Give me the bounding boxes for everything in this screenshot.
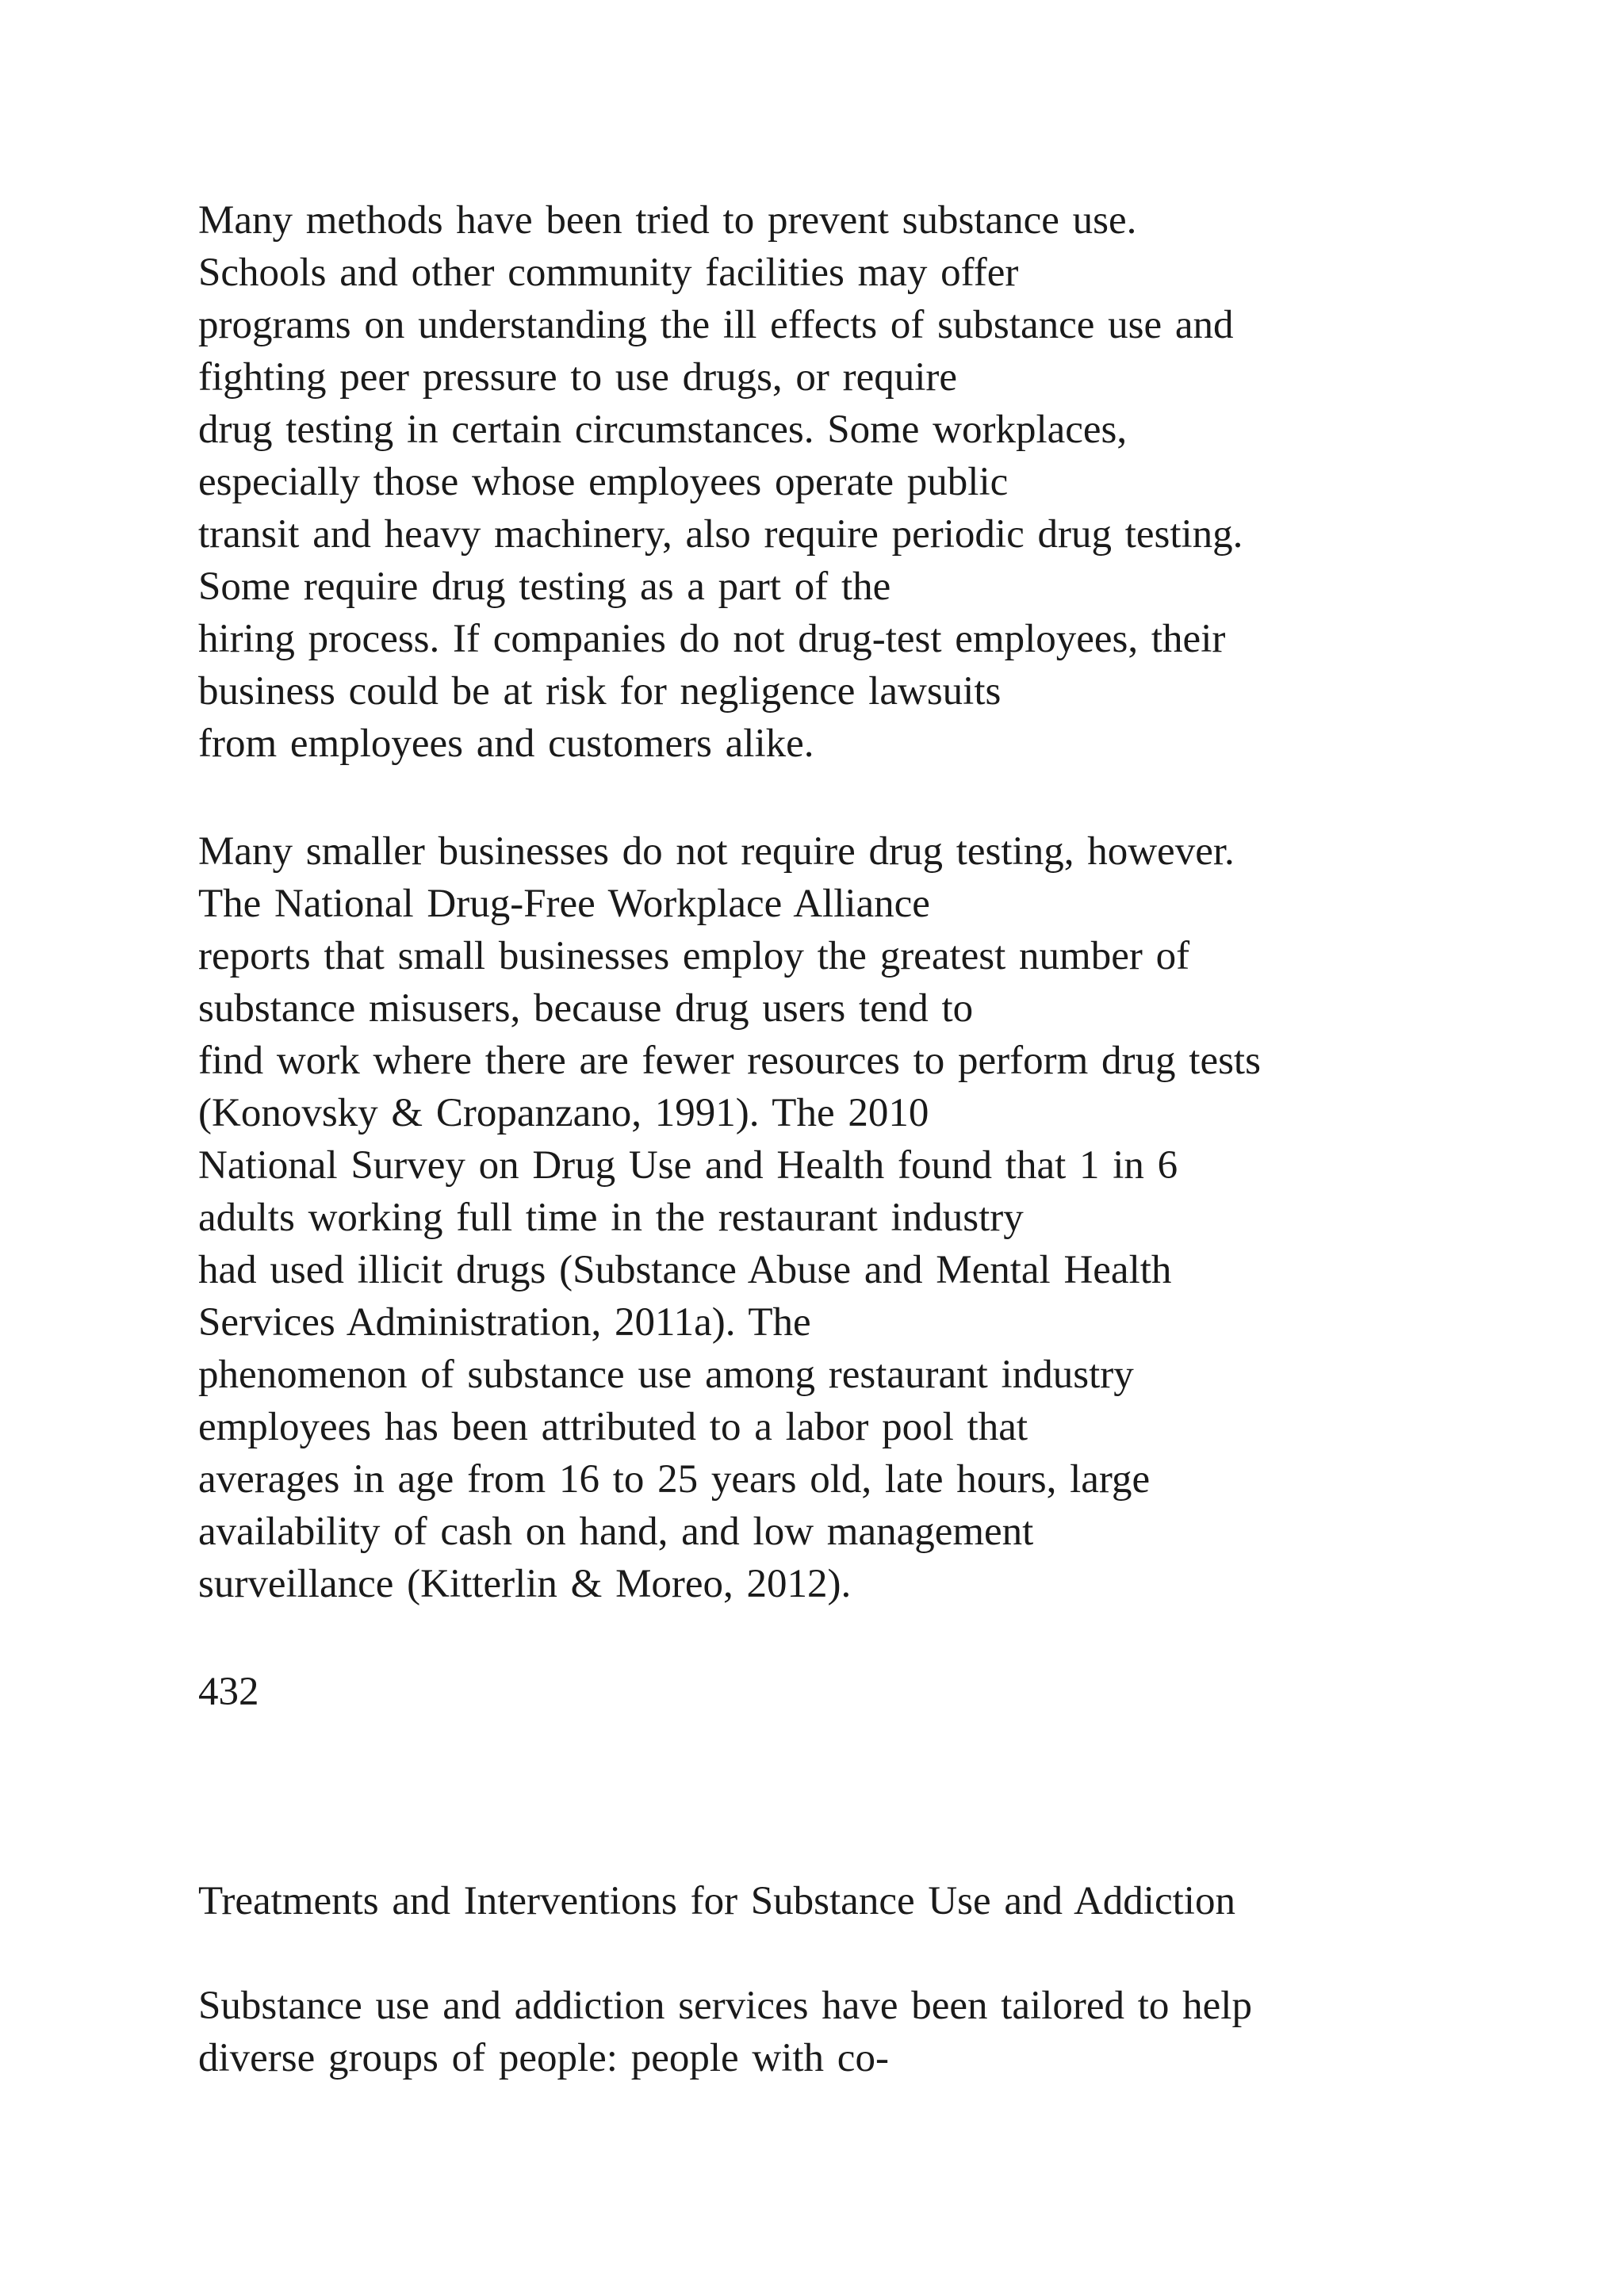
- paragraph-1-line-6: especially those whose employees operate public: [198, 460, 1009, 504]
- paragraph-2-line-9: had used illicit drugs (Substance Abuse and Mental Health: [198, 1248, 1172, 1292]
- paragraph-1-line-1: Many methods have been tried to prevent substance use.: [198, 198, 1137, 243]
- paragraph-1-line-7: transit and heavy machinery, also require periodic drug testing.: [198, 512, 1243, 557]
- paragraph-1-line-9: hiring process. If companies do not drug-test employees, their: [198, 617, 1226, 661]
- paragraph-2-line-8: adults working full time in the restaurant industry: [198, 1196, 1024, 1240]
- paragraph-2-line-2: The National Drug-Free Workplace Alliance: [198, 882, 930, 926]
- page-number: 432: [198, 1670, 259, 1714]
- paragraph-3-line-2: diverse groups of people: people with co-: [198, 2036, 889, 2080]
- paragraph-1-line-11: from employees and customers alike.: [198, 721, 814, 766]
- paragraph-1-line-3: programs on understanding the ill effects of substance use and: [198, 303, 1234, 347]
- paragraph-2-line-13: averages in age from 16 to 25 years old, late hours, large: [198, 1457, 1151, 1502]
- paragraph-2-line-12: employees has been attributed to a labor pool that: [198, 1405, 1028, 1449]
- paragraph-1-line-8: Some require drug testing as a part of the: [198, 564, 891, 609]
- paragraph-2-line-4: substance misusers, because drug users tend to: [198, 986, 974, 1031]
- paragraph-2-line-5: find work where there are fewer resources to perform drug tests: [198, 1039, 1261, 1083]
- paragraph-1-line-5: drug testing in certain circumstances. Some workplaces,: [198, 408, 1128, 452]
- paragraph-2-line-10: Services Administration, 2011a). The: [198, 1300, 811, 1345]
- paragraph-2-line-3: reports that small businesses employ the greatest number of: [198, 934, 1190, 978]
- paragraph-3-line-1: Substance use and addiction services have been tailored to help: [198, 1984, 1252, 2028]
- section-heading: Treatments and Interventions for Substance Use and Addiction: [198, 1879, 1235, 1923]
- paragraph-2-line-15: surveillance (Kitterlin & Moreo, 2012).: [198, 1562, 852, 1606]
- paragraph-2-line-7: National Survey on Drug Use and Health found that 1 in 6: [198, 1143, 1178, 1188]
- paragraph-1-line-2: Schools and other community facilities may offer: [198, 251, 1019, 295]
- paragraph-2-line-14: availability of cash on hand, and low management: [198, 1510, 1034, 1554]
- paragraph-2-line-11: phenomenon of substance use among restaurant industry: [198, 1353, 1134, 1397]
- paragraph-1-line-4: fighting peer pressure to use drugs, or require: [198, 355, 958, 400]
- paragraph-2-line-6: (Konovsky & Cropanzano, 1991). The 2010: [198, 1091, 929, 1135]
- paragraph-1-line-10: business could be at risk for negligence lawsuits: [198, 669, 1002, 714]
- paragraph-2-line-1: Many smaller businesses do not require drug testing, however.: [198, 829, 1235, 874]
